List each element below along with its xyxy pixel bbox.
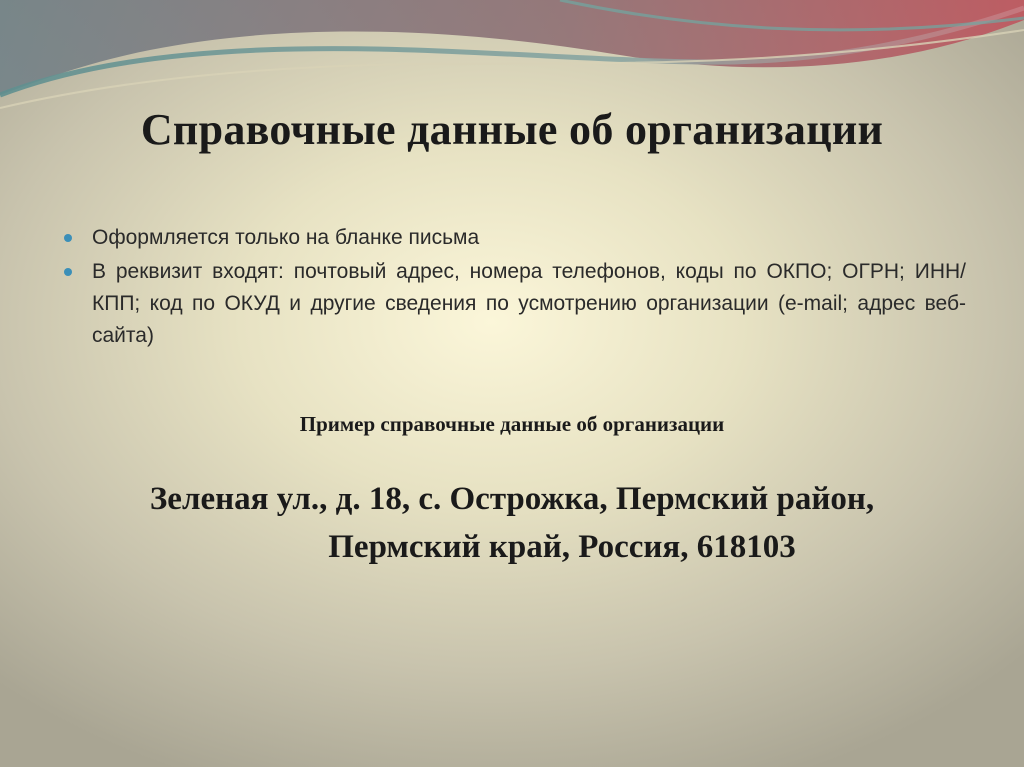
address-line-2: Пермский край, Россия, 618103 [328, 529, 796, 565]
address-line-1: Зеленая ул., д. 18, с. Острожка, Пермский район, [149, 481, 875, 517]
address-example [62, 475, 962, 571]
bullet-item [60, 222, 966, 254]
slide-title: Справочные данные об организации [140, 105, 884, 154]
bullet-dot-icon [64, 234, 72, 242]
bullet-text: В реквизит входят: почтовый адрес, номера телефонов, коды по ОКПО; ОГРН; ИНН/КПП; код по ОКУД и другие сведения по усмотрению организации (e-mail; адрес веб-сайта) [92, 260, 966, 347]
bullet-item [60, 256, 966, 352]
decorative-wave-banner [0, 0, 1024, 120]
bullet-dot-icon [64, 268, 72, 276]
bullet-list [60, 222, 966, 354]
example-heading: Пример справочные данные об организации [299, 412, 725, 436]
bullet-text: Оформляется только на бланке письма [92, 226, 480, 249]
